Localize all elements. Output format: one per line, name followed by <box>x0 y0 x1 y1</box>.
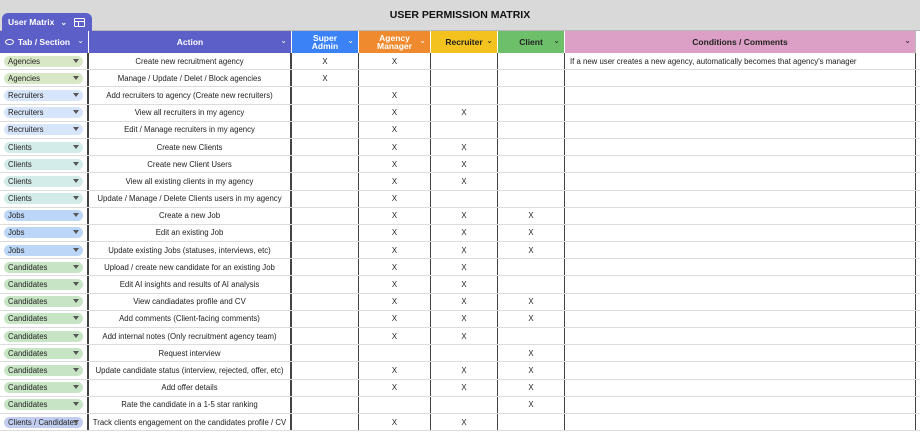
client-permission-cell[interactable]: X <box>498 362 565 378</box>
agency-manager-permission-cell[interactable]: X <box>359 87 431 103</box>
dropdown-arrow-icon[interactable] <box>73 196 79 200</box>
super-admin-permission-cell[interactable] <box>292 328 359 344</box>
action-cell[interactable]: Update candidate status (interview, rejected, offer, etc) <box>89 362 292 378</box>
recruiter-permission-cell[interactable] <box>431 345 498 361</box>
action-cell[interactable]: Update existing Jobs (statuses, interviews, etc) <box>89 242 292 258</box>
table-row <box>0 362 920 379</box>
conditions-cell[interactable] <box>565 105 916 121</box>
dropdown-arrow-icon[interactable] <box>73 402 79 406</box>
section-dropdown[interactable] <box>4 176 83 187</box>
agency-manager-permission-cell[interactable]: X <box>359 242 431 258</box>
section-dropdown[interactable] <box>4 348 83 359</box>
agency-manager-permission-cell[interactable]: X <box>359 225 431 241</box>
action-cell[interactable]: Add internal notes (Only recruitment agency team) <box>89 328 292 344</box>
action-cell[interactable]: Track clients engagement on the candidates profile / CV <box>89 414 292 430</box>
action-cell[interactable]: Add offer details <box>89 380 292 396</box>
client-permission-cell[interactable]: X <box>498 380 565 396</box>
chevron-down-icon[interactable]: ⌄ <box>419 36 426 45</box>
section-label: Candidates <box>8 262 48 272</box>
section-dropdown[interactable] <box>4 313 83 324</box>
section-dropdown[interactable] <box>4 382 83 393</box>
tab-section-cell[interactable] <box>0 225 89 241</box>
dropdown-arrow-icon[interactable] <box>73 248 79 252</box>
eye-icon[interactable] <box>5 39 14 45</box>
client-permission-cell[interactable]: X <box>498 242 565 258</box>
agency-manager-permission-cell[interactable]: X <box>359 276 431 292</box>
action-cell[interactable]: Edit / Manage recruiters in my agency <box>89 122 292 138</box>
client-permission-cell[interactable] <box>498 414 565 430</box>
super-admin-permission-cell[interactable] <box>292 345 359 361</box>
recruiter-permission-cell[interactable]: X <box>431 414 498 430</box>
super-admin-permission-cell[interactable] <box>292 380 359 396</box>
client-permission-cell[interactable] <box>498 156 565 172</box>
sheet-title: USER PERMISSION MATRIX <box>389 9 531 21</box>
recruiter-permission-cell[interactable]: X <box>431 242 498 258</box>
table-row <box>0 259 920 276</box>
column-header-conditions[interactable] <box>565 31 916 53</box>
agency-manager-permission-cell[interactable]: X <box>359 173 431 189</box>
section-dropdown[interactable] <box>4 296 83 307</box>
recruiter-permission-cell[interactable]: X <box>431 380 498 396</box>
section-label: Candidates <box>8 365 48 375</box>
dropdown-arrow-icon[interactable] <box>73 385 79 389</box>
section-dropdown[interactable] <box>4 399 83 410</box>
recruiter-permission-cell[interactable]: X <box>431 208 498 224</box>
table-row <box>0 276 920 293</box>
conditions-cell[interactable] <box>565 191 916 207</box>
client-permission-cell[interactable] <box>498 122 565 138</box>
recruiter-permission-cell[interactable]: X <box>431 362 498 378</box>
tab-section-cell[interactable] <box>0 105 89 121</box>
conditions-cell[interactable] <box>565 311 916 327</box>
recruiter-permission-cell[interactable]: X <box>431 294 498 310</box>
section-dropdown[interactable] <box>4 262 83 273</box>
column-header-label: Tab / Section <box>17 37 71 47</box>
section-label: Recruiters <box>8 108 44 118</box>
dropdown-arrow-icon[interactable] <box>73 316 79 320</box>
agency-manager-permission-cell[interactable] <box>359 397 431 413</box>
table-view-tab-label: User Matrix <box>8 17 55 27</box>
dropdown-arrow-icon[interactable] <box>73 213 79 217</box>
tab-section-cell[interactable] <box>0 139 89 155</box>
super-admin-permission-cell[interactable] <box>292 225 359 241</box>
section-dropdown[interactable] <box>4 210 83 221</box>
table-row <box>0 242 920 259</box>
section-dropdown[interactable] <box>4 142 83 153</box>
agency-manager-permission-cell[interactable]: X <box>359 156 431 172</box>
action-cell[interactable]: View candiadates profile and CV <box>89 294 292 310</box>
super-admin-permission-cell[interactable] <box>292 122 359 138</box>
conditions-cell[interactable] <box>565 345 916 361</box>
recruiter-permission-cell[interactable] <box>431 122 498 138</box>
section-label: Clients / Candidates <box>8 417 78 427</box>
table-body <box>0 53 920 431</box>
dropdown-arrow-icon[interactable] <box>73 179 79 183</box>
agency-manager-permission-cell[interactable]: X <box>359 328 431 344</box>
section-dropdown[interactable] <box>4 331 83 342</box>
conditions-cell[interactable]: If a new user creates a new agency, automatically becomes that agency's manager <box>565 53 916 69</box>
table-row <box>0 122 920 139</box>
super-admin-permission-cell[interactable] <box>292 414 359 430</box>
section-dropdown[interactable] <box>4 90 83 101</box>
dropdown-arrow-icon[interactable] <box>73 110 79 114</box>
section-label: Recruiters <box>8 125 44 135</box>
recruiter-permission-cell[interactable]: X <box>431 276 498 292</box>
section-dropdown[interactable] <box>4 227 83 238</box>
dropdown-arrow-icon[interactable] <box>73 127 79 131</box>
agency-manager-permission-cell[interactable]: X <box>359 362 431 378</box>
conditions-cell[interactable] <box>565 87 916 103</box>
recruiter-permission-cell[interactable]: X <box>431 156 498 172</box>
column-header-super-admin[interactable] <box>292 31 359 53</box>
conditions-cell[interactable] <box>565 70 916 86</box>
table-row <box>0 380 920 397</box>
column-header-agency-manager[interactable] <box>359 31 431 53</box>
conditions-cell[interactable] <box>565 397 916 413</box>
table-row <box>0 225 920 242</box>
agency-manager-permission-cell[interactable]: X <box>359 191 431 207</box>
conditions-cell[interactable] <box>565 276 916 292</box>
conditions-cell[interactable] <box>565 122 916 138</box>
tab-section-cell[interactable] <box>0 173 89 189</box>
dropdown-arrow-icon[interactable] <box>73 76 79 80</box>
grid-view-icon[interactable] <box>74 18 85 27</box>
dropdown-arrow-icon[interactable] <box>73 282 79 286</box>
action-cell[interactable]: Rate the candidate in a 1-5 star ranking <box>89 397 292 413</box>
tab-section-cell[interactable] <box>0 259 89 275</box>
dropdown-arrow-icon[interactable] <box>73 162 79 166</box>
dropdown-arrow-icon[interactable] <box>73 265 79 269</box>
action-cell[interactable]: Create new Client Users <box>89 156 292 172</box>
section-label: Clients <box>8 194 32 204</box>
section-label: Candidates <box>8 400 48 410</box>
dropdown-arrow-icon[interactable] <box>73 299 79 303</box>
section-label: Clients <box>8 176 32 186</box>
super-admin-permission-cell[interactable] <box>292 362 359 378</box>
conditions-cell[interactable] <box>565 414 916 430</box>
chevron-down-icon[interactable]: ⌄ <box>486 36 493 45</box>
column-header-recruiter[interactable] <box>431 31 498 53</box>
recruiter-permission-cell[interactable] <box>431 87 498 103</box>
column-header-label: Action <box>176 37 204 47</box>
super-admin-permission-cell[interactable] <box>292 259 359 275</box>
section-dropdown[interactable] <box>4 365 83 376</box>
agency-manager-permission-cell[interactable] <box>359 345 431 361</box>
section-label: Candidates <box>8 383 48 393</box>
tab-section-cell[interactable] <box>0 191 89 207</box>
dropdown-arrow-icon[interactable] <box>73 59 79 63</box>
tab-section-cell[interactable] <box>0 362 89 378</box>
section-label: Jobs <box>8 211 25 221</box>
conditions-cell[interactable] <box>565 225 916 241</box>
column-header-action[interactable] <box>89 31 292 53</box>
conditions-cell[interactable] <box>565 156 916 172</box>
client-permission-cell[interactable] <box>498 87 565 103</box>
recruiter-permission-cell[interactable]: X <box>431 311 498 327</box>
super-admin-permission-cell[interactable] <box>292 139 359 155</box>
action-cell[interactable]: View all recruiters in my agency <box>89 105 292 121</box>
recruiter-permission-cell[interactable]: X <box>431 105 498 121</box>
recruiter-permission-cell[interactable]: X <box>431 259 498 275</box>
column-header-label: Conditions / Comments <box>692 37 788 47</box>
action-cell[interactable]: Create new Clients <box>89 139 292 155</box>
table-row <box>0 328 920 345</box>
super-admin-permission-cell[interactable] <box>292 208 359 224</box>
table-row <box>0 173 920 190</box>
table-row <box>0 311 920 328</box>
tab-section-cell[interactable] <box>0 311 89 327</box>
section-dropdown[interactable] <box>4 417 83 428</box>
agency-manager-permission-cell[interactable] <box>359 70 431 86</box>
section-dropdown[interactable] <box>4 193 83 204</box>
conditions-cell[interactable] <box>565 242 916 258</box>
conditions-cell[interactable] <box>565 173 916 189</box>
client-permission-cell[interactable] <box>498 105 565 121</box>
table-row <box>0 139 920 156</box>
conditions-cell[interactable] <box>565 328 916 344</box>
client-permission-cell[interactable] <box>498 53 565 69</box>
section-dropdown[interactable] <box>4 245 83 256</box>
column-header-client[interactable] <box>498 31 565 53</box>
conditions-cell[interactable] <box>565 380 916 396</box>
section-label: Candidates <box>8 348 48 358</box>
chevron-down-icon[interactable]: ⌄ <box>553 36 560 45</box>
dropdown-arrow-icon[interactable] <box>73 420 79 424</box>
client-permission-cell[interactable] <box>498 173 565 189</box>
super-admin-permission-cell[interactable] <box>292 156 359 172</box>
table-row <box>0 70 920 87</box>
table-row <box>0 414 920 431</box>
agency-manager-permission-cell[interactable]: X <box>359 380 431 396</box>
section-dropdown[interactable] <box>4 73 83 84</box>
tab-section-cell[interactable] <box>0 156 89 172</box>
tab-section-cell[interactable] <box>0 53 89 69</box>
client-permission-cell[interactable] <box>498 259 565 275</box>
permission-matrix-table <box>0 31 920 431</box>
client-permission-cell[interactable]: X <box>498 397 565 413</box>
agency-manager-permission-cell[interactable]: X <box>359 208 431 224</box>
conditions-cell[interactable] <box>565 139 916 155</box>
section-label: Candidates <box>8 314 48 324</box>
super-admin-permission-cell[interactable] <box>292 242 359 258</box>
action-cell[interactable]: Create new recruitment agency <box>89 53 292 69</box>
table-row <box>0 397 920 414</box>
table-row <box>0 105 920 122</box>
action-cell[interactable]: Manage / Update / Delet / Block agencies <box>89 70 292 86</box>
chevron-down-icon[interactable]: ⌄ <box>347 36 354 45</box>
action-cell[interactable]: Add comments (Client-facing comments) <box>89 311 292 327</box>
tab-section-cell[interactable] <box>0 414 89 430</box>
conditions-cell[interactable] <box>565 362 916 378</box>
section-label: Candidates <box>8 297 48 307</box>
section-label: Jobs <box>8 245 25 255</box>
chevron-down-icon[interactable]: ⌄ <box>904 36 911 45</box>
agency-manager-permission-cell[interactable]: X <box>359 105 431 121</box>
table-row <box>0 294 920 311</box>
section-label: Clients <box>8 142 32 152</box>
column-header-label: Client <box>519 37 543 47</box>
section-label: Agencies <box>8 73 41 83</box>
recruiter-permission-cell[interactable] <box>431 191 498 207</box>
client-permission-cell[interactable] <box>498 328 565 344</box>
super-admin-permission-cell[interactable] <box>292 294 359 310</box>
tab-section-cell[interactable] <box>0 276 89 292</box>
client-permission-cell[interactable]: X <box>498 311 565 327</box>
dropdown-arrow-icon[interactable] <box>73 351 79 355</box>
section-label: Agencies <box>8 56 41 66</box>
super-admin-permission-cell[interactable] <box>292 191 359 207</box>
section-dropdown[interactable] <box>4 107 83 118</box>
client-permission-cell[interactable] <box>498 191 565 207</box>
recruiter-permission-cell[interactable]: X <box>431 173 498 189</box>
client-permission-cell[interactable] <box>498 70 565 86</box>
action-cell[interactable]: Edit an existing Job <box>89 225 292 241</box>
column-header-tab-section[interactable] <box>0 31 89 53</box>
action-cell[interactable]: Add recruiters to agency (Create new recruiters) <box>89 87 292 103</box>
super-admin-permission-cell[interactable]: X <box>292 70 359 86</box>
client-permission-cell[interactable]: X <box>498 294 565 310</box>
recruiter-permission-cell[interactable] <box>431 70 498 86</box>
chevron-down-icon[interactable]: ⌄ <box>60 17 68 27</box>
tab-section-cell[interactable] <box>0 242 89 258</box>
header-row <box>0 31 920 53</box>
action-cell[interactable]: Edit AI insights and results of AI analysis <box>89 276 292 292</box>
action-cell[interactable]: Update / Manage / Delete Clients users in my agency <box>89 191 292 207</box>
section-label: Candidates <box>8 331 48 341</box>
super-admin-permission-cell[interactable] <box>292 311 359 327</box>
client-permission-cell[interactable] <box>498 139 565 155</box>
section-dropdown[interactable] <box>4 124 83 135</box>
table-row <box>0 191 920 208</box>
section-label: Recruiters <box>8 90 44 100</box>
dropdown-arrow-icon[interactable] <box>73 93 79 97</box>
column-header-label: Super Admin <box>311 33 339 51</box>
recruiter-permission-cell[interactable] <box>431 397 498 413</box>
recruiter-permission-cell[interactable]: X <box>431 139 498 155</box>
client-permission-cell[interactable]: X <box>498 225 565 241</box>
tab-section-cell[interactable] <box>0 70 89 86</box>
conditions-cell[interactable] <box>565 208 916 224</box>
super-admin-permission-cell[interactable]: X <box>292 53 359 69</box>
recruiter-permission-cell[interactable]: X <box>431 328 498 344</box>
tab-section-cell[interactable] <box>0 294 89 310</box>
agency-manager-permission-cell[interactable]: X <box>359 259 431 275</box>
action-cell[interactable]: Request interview <box>89 345 292 361</box>
table-row <box>0 345 920 362</box>
section-label: Clients <box>8 159 32 169</box>
column-header-label: Agency Manager <box>377 33 412 51</box>
tab-section-cell[interactable] <box>0 208 89 224</box>
section-dropdown[interactable] <box>4 159 83 170</box>
client-permission-cell[interactable]: X <box>498 345 565 361</box>
tab-section-cell[interactable] <box>0 397 89 413</box>
section-label: Candidates <box>8 280 48 290</box>
table-row <box>0 87 920 104</box>
dropdown-arrow-icon[interactable] <box>73 145 79 149</box>
dropdown-arrow-icon[interactable] <box>73 368 79 372</box>
section-dropdown[interactable] <box>4 56 83 67</box>
super-admin-permission-cell[interactable] <box>292 397 359 413</box>
super-admin-permission-cell[interactable] <box>292 276 359 292</box>
tab-section-cell[interactable] <box>0 345 89 361</box>
agency-manager-permission-cell[interactable]: X <box>359 294 431 310</box>
table-row <box>0 208 920 225</box>
client-permission-cell[interactable] <box>498 276 565 292</box>
recruiter-permission-cell[interactable] <box>431 53 498 69</box>
tab-section-cell[interactable] <box>0 87 89 103</box>
agency-manager-permission-cell[interactable]: X <box>359 414 431 430</box>
action-cell[interactable]: Upload / create new candidate for an existing Job <box>89 259 292 275</box>
recruiter-permission-cell[interactable]: X <box>431 225 498 241</box>
action-cell[interactable]: View all existing clients in my agency <box>89 173 292 189</box>
dropdown-arrow-icon[interactable] <box>73 334 79 338</box>
section-label: Jobs <box>8 228 25 238</box>
conditions-cell[interactable] <box>565 259 916 275</box>
action-cell[interactable]: Create a new Job <box>89 208 292 224</box>
table-view-tab[interactable] <box>2 13 92 31</box>
agency-manager-permission-cell[interactable]: X <box>359 139 431 155</box>
tab-section-cell[interactable] <box>0 122 89 138</box>
super-admin-permission-cell[interactable] <box>292 105 359 121</box>
chevron-down-icon[interactable]: ⌄ <box>77 36 84 45</box>
dropdown-arrow-icon[interactable] <box>73 230 79 234</box>
column-header-label: Recruiter <box>445 37 483 47</box>
agency-manager-permission-cell[interactable]: X <box>359 311 431 327</box>
tab-section-cell[interactable] <box>0 380 89 396</box>
agency-manager-permission-cell[interactable]: X <box>359 53 431 69</box>
super-admin-permission-cell[interactable] <box>292 87 359 103</box>
chevron-down-icon[interactable]: ⌄ <box>280 36 287 45</box>
table-row <box>0 156 920 173</box>
sheet-title-bar <box>0 0 920 31</box>
super-admin-permission-cell[interactable] <box>292 173 359 189</box>
agency-manager-permission-cell[interactable]: X <box>359 122 431 138</box>
tab-section-cell[interactable] <box>0 328 89 344</box>
table-row <box>0 53 920 70</box>
section-dropdown[interactable] <box>4 279 83 290</box>
conditions-cell[interactable] <box>565 294 916 310</box>
client-permission-cell[interactable]: X <box>498 208 565 224</box>
